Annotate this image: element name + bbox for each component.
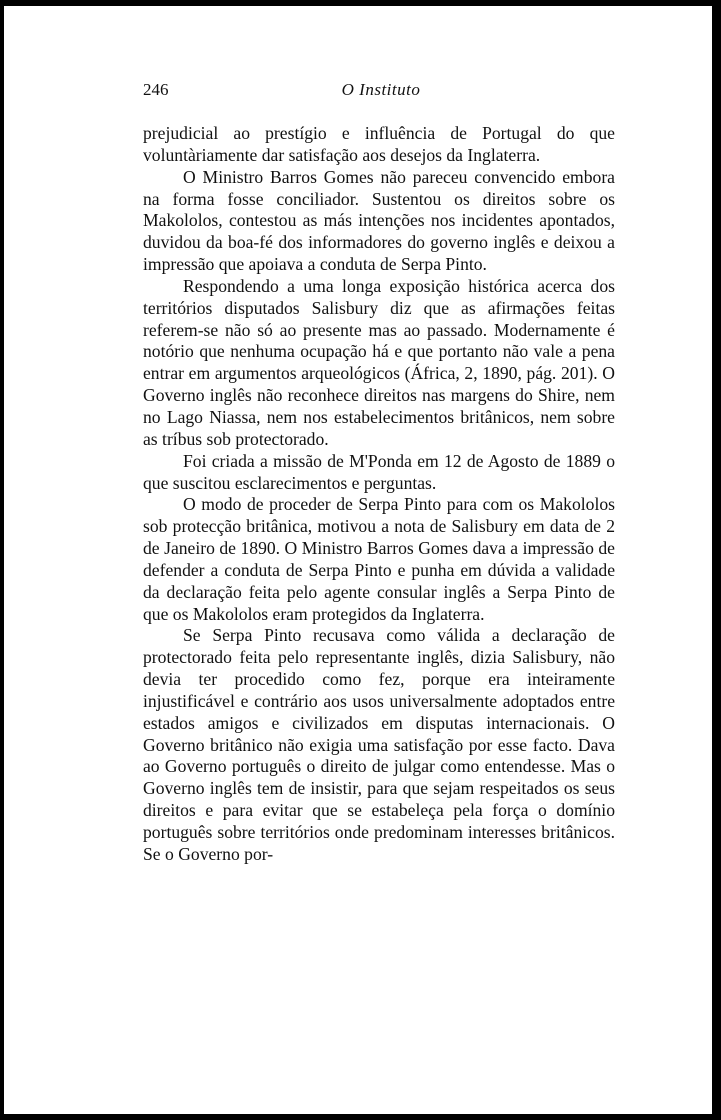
paragraph: Foi criada a missão de M'Ponda em 12 de Agosto de 1889 o que suscitou esclarecimentos e perguntas. <box>143 450 615 493</box>
paragraph: O modo de proceder de Serpa Pinto para com os Makololos sob protecção britânica, motivou a nota de Salisbury em data de 2 de Janeiro de 1890. O Ministro Barros Gomes dava a impressão de defender a conduta de Serpa Pinto e punha em dúvida a validade da declaração feita pelo agente consular inglês a Serpa Pinto de que os Makololos eram protegidos da Inglaterra. <box>143 494 615 624</box>
page-number: 246 <box>143 80 169 99</box>
body-text <box>143 123 615 866</box>
paragraph: Se Serpa Pinto recusava como válida a declaração de protectorado feita pelo representante inglês, dizia Salisbury, não devia ter procedido como fez, porque era inteiramente injustificável e contrário aos usos universalmente adoptados entre estados amigos e civilizados em disputas internacionais. O Governo britânico não exigia uma satisfação por esse facto. Dava ao Governo português o direito de julgar como entendesse. Mas o Governo inglês tem de insistir, para que sejam respeitados os seus direitos e para evitar que se estabeleça pela força o domínio português sobre territórios onde predominam interesses britânicos. Se o Governo por- <box>143 625 615 864</box>
paragraph: prejudicial ao prestígio e influência de Portugal do que voluntàriamente dar satisfação aos desejos da Inglaterra. <box>143 123 615 165</box>
paragraph: O Ministro Barros Gomes não pareceu convencido embora na forma fosse conciliador. Sustentou os direitos sobre os Makololos, contestou as más intenções nos incidentes apontados, duvidou da boa-fé dos informadores do governo inglês e deixou a impressão que apoiava a conduta de Serpa Pinto. <box>143 166 615 275</box>
page-header <box>143 80 619 110</box>
running-title: O Instituto <box>341 80 421 99</box>
paragraph: Respondendo a uma longa exposição histórica acerca dos territórios disputados Salisbury diz que as afirmações feitas referem-se não só ao presente mas ao passado. Modernamente é notório que nenhuma ocupação há e que portanto não vale a pena entrar em argumentos arqueológicos (África, 2, 1890, pág. 201). O Governo inglês não reconhece direitos nas margens do Shire, nem no Lago Niassa, nem nos estabelecimentos britânicos, nem sobre as tríbus sob protectorado. <box>143 275 615 449</box>
